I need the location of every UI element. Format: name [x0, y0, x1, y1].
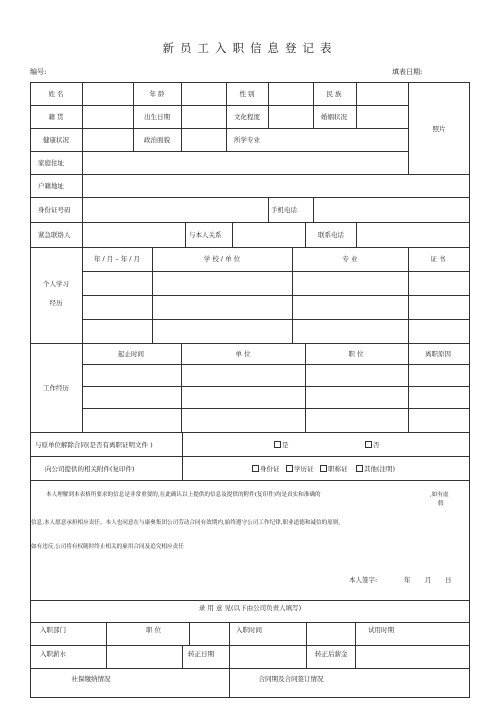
marital-status-label: 婚姻状况: [321, 113, 347, 121]
fill-date-label: 填表日期:: [392, 68, 423, 76]
native-place-label: 籍 贯: [48, 113, 64, 121]
entry-salary-label: 入职薪水: [40, 650, 66, 658]
contact-phone-label: 联系电话: [318, 231, 344, 239]
education-section-label-2: 经历: [49, 299, 63, 307]
hukou-address-label: 户籍地址: [38, 182, 64, 190]
work-col-company: 单 位: [235, 350, 251, 358]
probation-label: 试用时期: [368, 626, 394, 634]
regular-date-label: 转正日期: [188, 650, 214, 658]
work-col-period: 起止时间: [118, 350, 144, 358]
page-title: 新员工入职信息登记表: [162, 41, 338, 55]
emergency-contact-label: 紧急联络人: [38, 231, 71, 239]
declaration-line-1-tail-2: 假: [438, 501, 444, 507]
declaration-line-1: 本人理解到本表格所要求的信息是非常重要的,在此确认以上提供的信息及提供的附件(复印件)均是真实和准确的: [46, 492, 321, 498]
mobile-label: 手机电话: [271, 206, 297, 214]
attachment-id-card[interactable]: 身份证: [252, 465, 280, 473]
signature-year: 年: [404, 576, 411, 584]
entry-dept-label: 入职部门: [40, 626, 66, 634]
work-section-label: 工作经历: [43, 384, 69, 392]
declaration-line-3: 如有违反,公司将有权随时终止相关的雇用合同及追究相应责任: [31, 544, 184, 550]
form-number-label: 编号:: [30, 68, 47, 76]
education-level-label: 文化程度: [234, 113, 260, 121]
signature-day: 日: [445, 576, 452, 584]
attachment-title-cert[interactable]: 职称证: [320, 465, 348, 473]
contract-yes-option[interactable]: 是: [274, 441, 289, 449]
work-col-position: 职 位: [348, 350, 364, 358]
declaration-line-1-tail: ,如有虚: [430, 492, 449, 498]
hiring-header: 录 用 意 见(以下由公司负责人填写): [198, 604, 302, 612]
attachment-other[interactable]: 其他(注明): [356, 465, 395, 473]
photo-label: 照片: [432, 125, 446, 133]
contract-signing-label: 合同期及合同签订情况: [258, 675, 324, 683]
major-label: 所学专业: [234, 136, 260, 144]
declaration-line-2: 信息,本人愿意承担相应责任。本人也同意在与康奥集团公司劳动合同有效期内,始终遵守公司工作纪律,职业道德和诚信的原则,: [31, 520, 341, 526]
name-label: 姓 名: [48, 90, 64, 98]
relation-label: 与本人关系: [189, 231, 222, 239]
ethnicity-label: 民 族: [326, 90, 342, 98]
birth-date-label: 出生日期: [144, 113, 170, 121]
position-label: 职 位: [146, 626, 162, 634]
gender-label: 性 别: [239, 90, 255, 98]
contract-termination-label: 与原单位解除合同(是否有离职证明文件 ): [35, 441, 153, 449]
edu-col-major: 专 业: [342, 255, 358, 263]
checkbox-no[interactable]: [365, 441, 372, 448]
signature-label: 本人签字:: [349, 576, 378, 584]
insurance-label: 社保缴纳情况: [71, 675, 111, 683]
edu-col-cert: 证 书: [430, 255, 446, 263]
home-address-label: 家庭住址: [38, 159, 64, 167]
signature-month: 月: [425, 576, 432, 584]
work-col-reason: 离职原因: [425, 350, 451, 358]
edu-col-period: 年 / 月 – 年 / 月: [93, 255, 141, 263]
contract-no-option[interactable]: 否: [365, 441, 380, 449]
id-number-label: 身份证号码: [38, 206, 71, 214]
health-label: 健康状况: [43, 136, 69, 144]
attachments-label: 向公司提供的相关附件(复印件): [45, 465, 135, 473]
education-section-label: 个人学习: [43, 280, 69, 288]
edu-col-school: 学 校 / 单 位: [203, 255, 241, 263]
checkbox-other[interactable]: [356, 465, 363, 472]
politics-label: 政治面貌: [144, 136, 170, 144]
checkbox-diploma[interactable]: [286, 465, 293, 472]
attachment-diploma[interactable]: 学历证: [286, 465, 314, 473]
regular-salary-label: 转正后薪金: [315, 650, 348, 658]
checkbox-id-card[interactable]: [252, 465, 259, 472]
checkbox-title-cert[interactable]: [320, 465, 327, 472]
entry-date-label: 入职时间: [236, 626, 262, 634]
age-label: 年 龄: [149, 90, 165, 98]
checkbox-yes[interactable]: [274, 441, 281, 448]
